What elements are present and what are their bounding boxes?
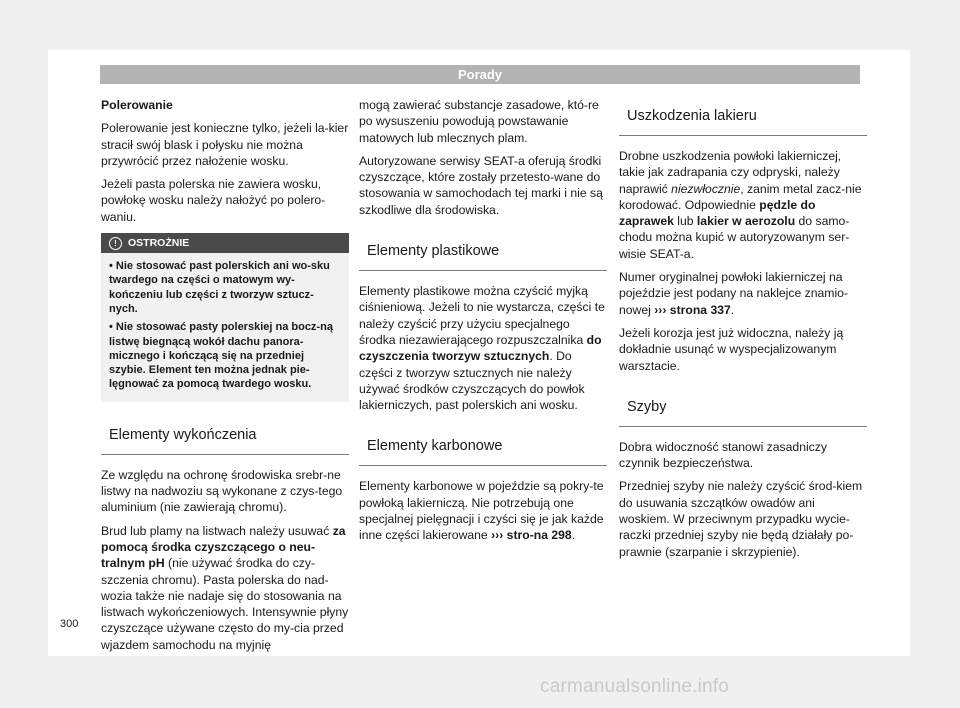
- warning-item-text: Nie stosować pasty polerskiej na bocz-ną listwę biegnącą wokół dachu panora-micznego i kończącą się na przedniej szybie. Element ten można jednak pie-lęgnować za pomocą twardego wosku.: [109, 321, 333, 391]
- paragraph: Jeżeli pasta polerska nie zawiera wosku, powłokę wosku należy nałożyć po polero-waniu.: [101, 177, 326, 224]
- paragraph: [359, 283, 607, 413]
- italic-text: niezwłocznie: [671, 181, 741, 196]
- warning-header: [101, 233, 349, 253]
- text: Drobne uszkodzenia powłoki lakierniczej, takie jak zadrapania czy odpryski, należy naprawić: [619, 149, 842, 196]
- text: Elementy plastikowe można czyścić myjką ciśnieniową. Jeżeli to nie wystarcza, części te należy czyścić przy użyciu specjalnego środka niezawierającego rozpuszczalnika: [359, 284, 605, 347]
- paragraph: Dobra widoczność stanowi zasadniczy czynnik bezpieczeństwa.: [619, 439, 827, 471]
- warning-box: [101, 233, 349, 402]
- warning-item: • Nie stosować past polerskich ani wo-sku twardego na części o matowym wy-kończeniu lub części z tworzyw sztucz-nych.: [109, 260, 330, 315]
- paragraph: Ze względu na ochronę środowiska srebr-ne listwy na nadwoziu są wykonane z czys-tego aluminium (nie zawierają chromu).: [101, 467, 343, 515]
- section-title-trim: Elementy wykończenia: [101, 416, 349, 455]
- paragraph: [359, 478, 607, 543]
- section-title-plastic: Elementy plastikowe: [359, 232, 607, 271]
- subheading-polishing: Polerowanie: [101, 98, 173, 112]
- text: .: [571, 528, 576, 543]
- bold-text: do czyszczenia tworzyw sztucznych: [359, 332, 602, 364]
- warning-title: OSTROŻNIE: [128, 237, 190, 250]
- text: (nie używać środka do czy-szczenia chromu). Pasta polerska do nad-wozia także nie nadaje się do stosowania na listwach wykończeniowych. Intensywnie płyny czyszczące używane często do my-cia przed wjazdem samochodu na myjnię: [101, 556, 349, 652]
- section-title-paint-damage: Uszkodzenia lakieru: [619, 97, 867, 136]
- text: Elementy karbonowe w pojeździe są pokry-te powłoką lakierniczą. Nie potrzebują one specjalnej pielęgnacji i czyści się je jak każde inne części lakierowane: [359, 479, 604, 543]
- page-header: Porady: [100, 65, 860, 84]
- page-number: 300: [60, 618, 79, 630]
- warning-body: [101, 253, 349, 402]
- warning-item-text: Nie stosować past polerskich ani wo-sku twardego na części o matowym wy-kończeniu lub części z tworzyw sztucz-nych.: [109, 260, 330, 315]
- bold-text: za pomocą środka czyszczącego o neu-tralnym pH: [101, 523, 346, 571]
- bold-text: pędzle do zaprawek: [619, 197, 816, 229]
- paragraph: Jeżeli korozja jest już widoczna, należy ją dokładnie usunąć w wyspecjalizowanym warsztacie.: [619, 325, 844, 373]
- text: lub: [673, 214, 697, 229]
- link-arrow-icon: ›››: [491, 528, 504, 543]
- column-1: [101, 97, 349, 660]
- section-title-carbon: Elementy karbonowe: [359, 427, 607, 466]
- link-arrow-icon: ›››: [654, 302, 667, 317]
- page-reference-link[interactable]: strona 337: [666, 302, 731, 317]
- paragraph: [619, 148, 867, 262]
- info-icon: !: [109, 237, 122, 250]
- paragraph: [619, 269, 867, 318]
- paragraph: [101, 523, 349, 653]
- paragraph: Polerowanie jest konieczne tylko, jeżeli la-kier stracił swój blask i połysku nie można przywrócić przez nałożenie wosku.: [101, 121, 349, 168]
- column-2: [359, 97, 607, 551]
- bold-text: lakier w aerozolu: [696, 214, 796, 229]
- text: do samo-chodu można kupić w autoryzowanym ser-wisie SEAT-a.: [619, 214, 850, 261]
- section-title-windows: Szyby: [619, 388, 867, 427]
- text: .: [730, 302, 735, 317]
- text: . Do części z tworzyw sztucznych nie należy używać środków czyszczących do powłok lakierniczych, past polerskich ani wosku.: [359, 349, 585, 413]
- paragraph: Autoryzowane serwisy SEAT-a oferują środki czyszczące, które zostały przetesto-wane do stosowania w samochodach tej marki i nie są szkodliwe dla środowiska.: [359, 153, 603, 217]
- paragraph: mogą zawierać substancje zasadowe, któ-re po wysuszeniu powodują powstawanie matowych lub mlecznych plam.: [359, 98, 599, 145]
- warning-item: • Nie stosować pasty polerskiej na bocz-ną listwę biegnącą wokół dachu panora-micznego i kończącą się na przedniej szybie. Element ten można jednak pie-lęgnować za pomocą twardego wosku.: [109, 321, 333, 391]
- paragraph: Przedniej szyby nie należy czyścić środ-kiem do usuwania szczątków owadów ani woskiem. W przeciwnym przypadku wycie-raczki przedniej szyby nie będą działały po-prawnie (szarpanie i skrzypienie).: [619, 479, 863, 559]
- watermark: carmanualsonline.info: [540, 676, 730, 697]
- column-3: [619, 97, 867, 567]
- text: Numer oryginalnej powłoki lakierniczej na pojeździe jest podany na naklejce znamio-nowej: [619, 270, 848, 317]
- text: , zanim metal zacz-nie korodować. Odpowiednie: [619, 181, 862, 212]
- page-reference-link[interactable]: stro-na 298: [503, 528, 572, 543]
- text: Brud lub plamy na listwach należy usuwać: [101, 523, 333, 538]
